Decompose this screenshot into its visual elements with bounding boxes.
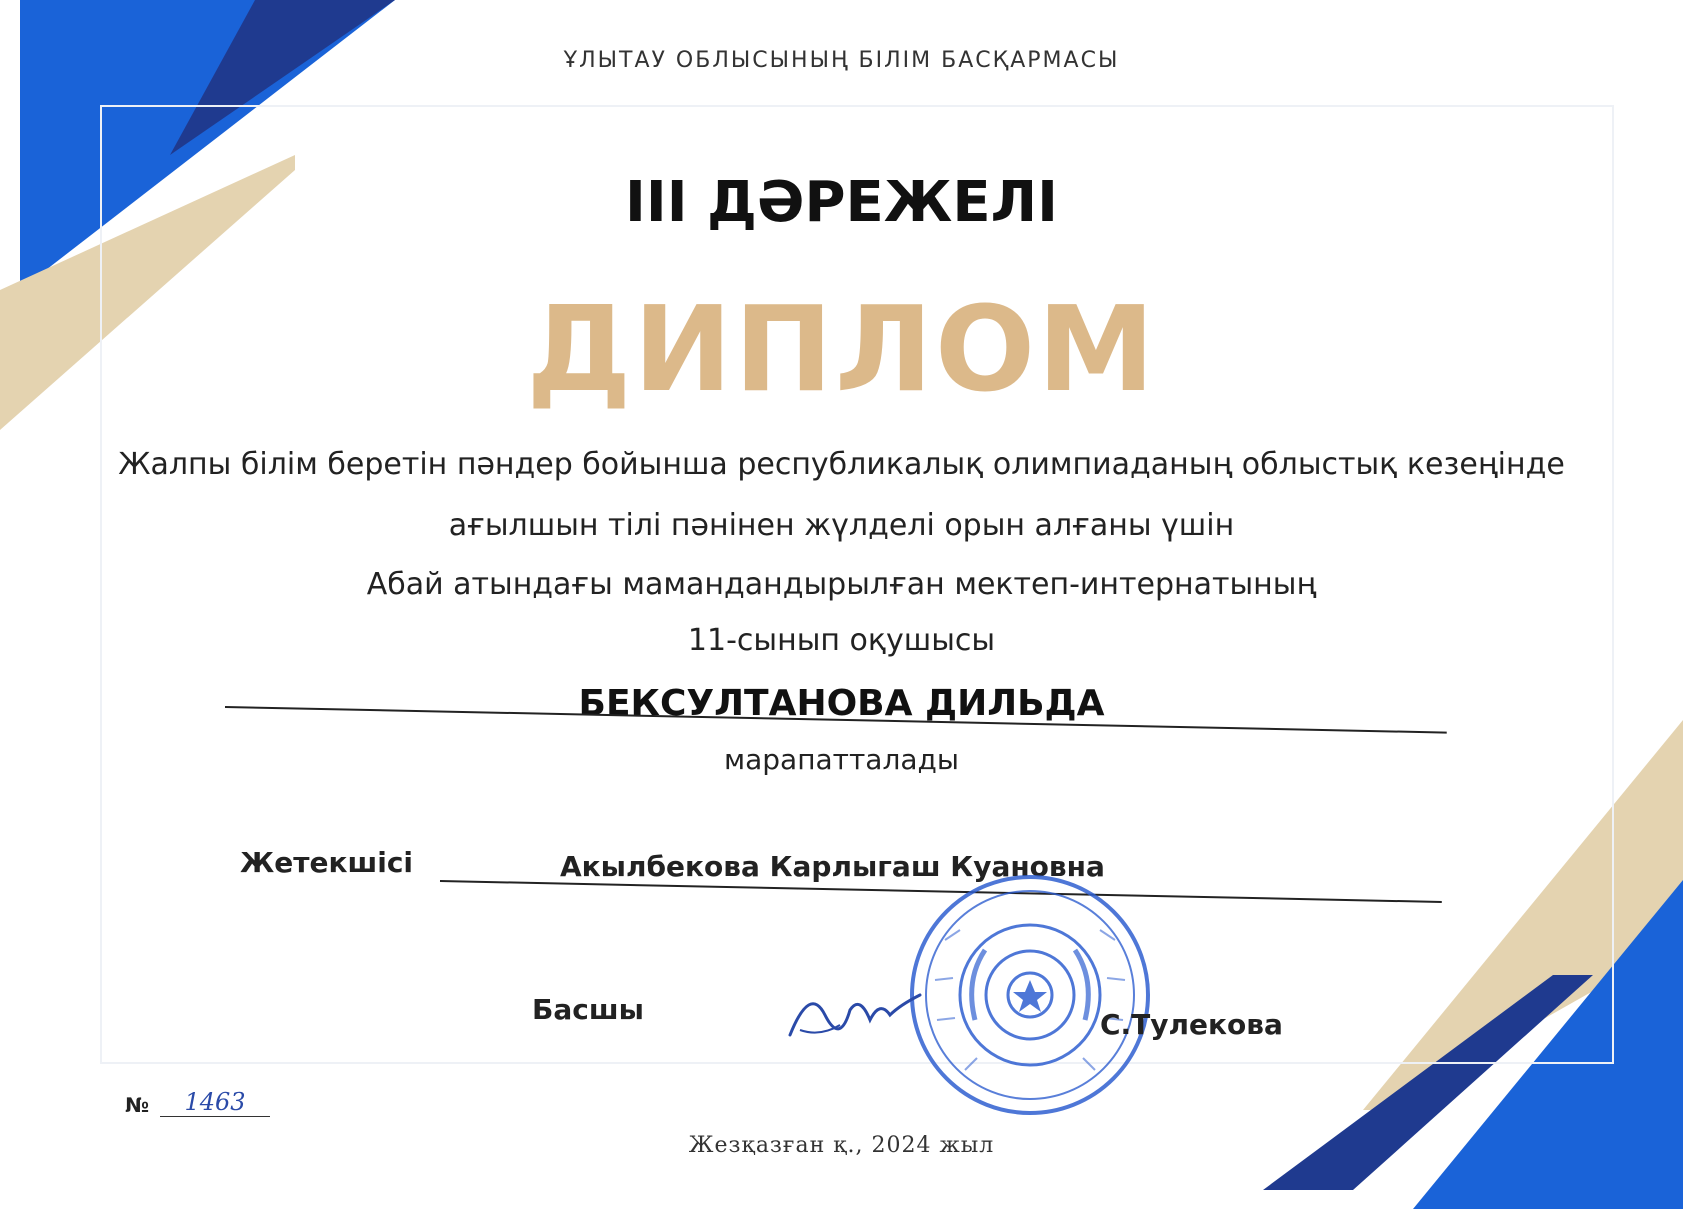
- signature-icon: [780, 975, 930, 1060]
- number-sign: №: [125, 1093, 150, 1117]
- diploma-title: ДИПЛОМ: [526, 280, 1157, 418]
- body-line: ағылшын тілі пәнінен жүлделі орын алғаны үшін: [448, 508, 1235, 543]
- recipient-name: БЕКСУЛТАНОВА ДИЛЬДА: [578, 683, 1105, 724]
- awarded-text: марапатталады: [724, 743, 959, 776]
- degree-heading: ІІІ ДӘРЕЖЕЛІ: [625, 170, 1058, 235]
- body-line: 11-сынып оқушысы: [687, 623, 996, 658]
- organization-name: ҰЛЫТАУ ОБЛЫСЫНЫҢ БІЛІМ БАСҚАРМАСЫ: [563, 48, 1120, 73]
- certificate-number: 1463: [160, 1088, 270, 1117]
- place-and-year: Жезқазған қ., 2024 жыл: [688, 1133, 995, 1158]
- head-name: С.Тулекова: [1100, 1008, 1283, 1041]
- body-line: Абай атындағы мамандандырылған мектеп-интернатының: [366, 567, 1317, 602]
- head-label: Басшы: [532, 993, 644, 1026]
- official-seal-icon: [905, 870, 1155, 1125]
- body-line: Жалпы білім беретін пәндер бойынша республикалық олимпиаданың облыстық кезеңінде: [118, 447, 1565, 482]
- supervisor-label: Жетекшісі: [240, 846, 414, 879]
- supervisor-name: Акылбекова Карлыгаш Куановна: [560, 850, 1105, 883]
